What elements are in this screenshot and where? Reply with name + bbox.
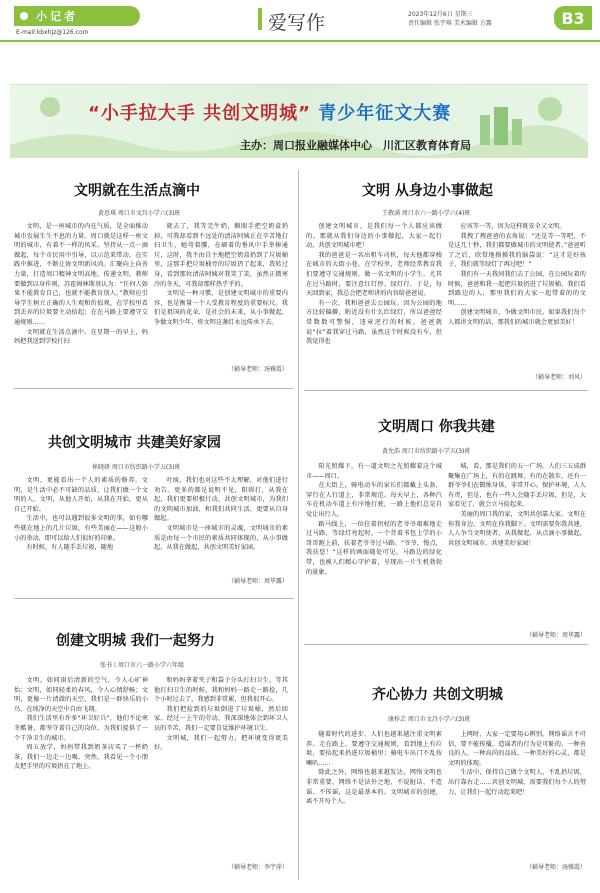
column-divider [298,170,299,880]
section-divider-line [304,390,588,391]
paragraph: 我们有一天我问我们去了公园，在公园玩着的时候，爸爸和我一起把垃圾扔进了垃圾桶。我们看到路边的人，那里我们的大家一起带着的的文明…… [448,270,586,307]
article-column [448,730,586,860]
paragraph: 上网时，大家一定要用心辨别，网络谣言不可信，要不能传播，造谣者的行为是可耻的。一种善良的人，一种高尚的品质，一种美好的心灵，都是文明的体现。 [448,731,586,767]
paragraph: 文明城市是一座城市的灵魂，文明城市的素质是由每一个市民的素质共同体现的，从小事做起，从我在做起，共创文明美好家园。 [154,524,288,552]
email-line: E-mail:kbxhjz@126.com [16,29,89,36]
paragraph: 阳光照耀下，有一道文明之光照耀着这个城市——周口。 [306,463,442,480]
section-divider [258,8,262,30]
paragraph: 文明是一种习惯，是创建文明城市的重要内容，也是衡量一个人受教育程度的重要标尺。我们是祖国的花朵，是社会的未来，从小事做起，争做文明少年，将文明这盏灯永远传承下去。 [154,290,288,326]
paragraph: 美丽的周口我的家，文明共创靠大家。文明在你我身边，文明在你我脚下。文明需要你我共建，人人争当文明使者，从我做起，从点滴小事做起，共创文明城市，共建美好家园！ [448,510,586,547]
article-title: 文明 从身边小事做起 [362,183,493,199]
teacher-note: （辅导老师：李宇萍） [227,864,288,871]
article-column [14,676,148,880]
teacher-note: （辅导老师：周毕露） [525,632,586,639]
paragraph: 文明，如同雨后清新的空气，令人心旷神怡；文明，如同轻柔的春风，令人心情舒畅；文明，更像一片清澈的天空，我们是一群快乐的小鸟，在纯净的天空中自由飞翔。 [14,677,148,713]
article-title: 文明周口 你我共建 [378,419,495,435]
paragraph: 周五放学，妈妈带我到奶茶店买了一杯奶茶，我们一边走一边喝。突然，我看见一个小朋友把手里的垃圾扔在了地上。 [14,744,148,771]
paragraph: 在大街上，骑电动车的家长们都戴上头盔，穿行在人行道上，非常规范。每天早上，各种汽车在机动车道上有序地行驶，一路上他们总是自觉让出行人。 [306,482,442,518]
article-title: 文明就在生活点滴中 [74,183,200,199]
paragraph: 文明，更能看出一个人的素质的修养。文明，是生活中必不可缺的品质，让我们做一个文明的人。文明，从他人开始，从我在开始，更从自己开始。 [14,477,148,513]
article-author: 张书丨周口市六一路小学六年级 [100,662,185,669]
article-column [306,730,442,880]
paragraph: 创建文明城市，是我们每一个人都应该做的。那就从我们身边的小事做起，大家一起行动，共创文明城市吧！ [306,223,442,250]
paragraph: 就去了，我等完牛奶，顺眼手把空奶盒扔掉，可我却看到不远处的清洁阿姨正在辛苦地打扫卫生，她弯着腰，在刷着的垂风中手举捧通垃，这时，我不由自主地把空奶盒扔到了垃圾桶里，这那手把垃圾桶旁的垃圾扔了起来，我转过身，看到那位清洁阿姨对我笑了笑，虽然正微寒冷的冬天，可我却那样热乎乎的。 [154,223,288,288]
teacher-note: （辅导老师：周毕露） [227,578,288,585]
article-column [306,222,442,380]
article-column [306,462,442,638]
article-column [448,222,586,370]
paragraph: 我拽了拽爸爸的衣角说：“还是等一等吧，不是这几十秒，我们都要做城市的文明使者。”爸爸听了之后，欣赏地摸摸我的脑袋说：“这才是好孩子，我们就等绿灯了再过吧！” [448,232,586,269]
article-title: 共创文明城市 共建美好家园 [48,435,221,451]
banner-title [88,99,451,125]
banner-organizers: 主办：周口报业融媒体中心 川汇区教育体育局 [240,139,471,152]
article-author: 崔晓妍 周口市纺织路小学五(3)班 [92,464,181,471]
paragraph: 随着时代的进步，人们也越来越注重文明素养。走在路上，要遵守交通规则，看到地上有垃圾，要拾起来扔进垃圾桶里；骑电车出门不乱按喇叭…… [306,731,442,767]
article-column [154,222,288,362]
article-author: 黄思琪 周口市文昌小学六(3)班 [98,210,181,217]
section-title: 爱写作 [268,12,326,34]
article-author: 康梓芸 周口市文昌小学六(3)班 [388,716,471,723]
paragraph: 创建文明城市，争做文明市民。如果我们每个人都讲文明的话，那我们的城市就会更加美好！ [448,309,586,326]
paragraph: 应该等一等，因为这样既安全又文明。 [460,223,566,230]
article-column [448,462,586,628]
teacher-note: （辅导老师：汤雅霞） [525,864,586,871]
editors-line: 责任编辑 张宇琪 美术编辑 方露 [408,20,492,27]
paragraph: 吐痰，我们也对这些不太理解，对他们进行劝告。更多的都是说明不见，阻碍打，从我在起，我们更要积极行动，共创文明城市，为我们的文明城市加油，和我们共同生活，更要从自身做起。 [154,477,288,523]
paragraph: 除此之外，网络也越来越发达，网络文明也非常重要。网络不是法外之地，不说脏话、不造谣、不传谣，这是最基本的。文明城市的创建，离不开每个人。 [306,769,442,806]
date-line: 2023年12月6日 星期三 [408,11,473,18]
article-column [154,476,288,574]
paragraph: 文明，是一座城市的内在气质，是全面推动城市发展生生不息的力量。周口就是这样一座文明的城市，有着不一样的风采。坚持从一点一滴做起，每个市民用中引导，以示范来带动，在实践中推进，不断让协文明新风尚。汇聚向上向善力量，打造周口精神文明高地。传递文明，教师要做到以身作则，苏霍姆林斯基认为：“任何人如果不能教育自己，也就不能教育别人。”教师应引导学生树立正确的人生观和价值观，在学校里看到丢弃的垃圾要主动拾起；在在马路上要遵守交通规则…… [14,223,148,326]
page-number: B3 [554,6,592,30]
paragraph: 我的爸爸是一名出租车司机，每天他都穿梭在城市的大街小巷。在学校里，老师经常教育我们要遵守交通规则，做一名文明的小学生。尤其在过马路时，要注意红灯停、绿灯行，于是，每天回到家，我总会把老师讲的内容给爸爸说。 [306,251,442,298]
paragraph: 文明就在生活点滴中。在星期一的早上，妈妈把我送到学校打扫 [14,328,148,346]
article-title: 创建文明城 我们一起努力 [56,633,215,649]
paragraph: 我们生活里有许多“环卫好兵”，他们不论寒冬酷暑，都坚守着自己的岗位，为我们提供了一个干净卫生的城市。 [14,715,148,742]
article-author: 王敬满 周口市六一路小学六(4)班 [382,210,471,217]
article-column [14,476,148,584]
paragraph: 有时候，有人随手丢垃圾，随地 [26,544,114,552]
paragraph: 生活中，保持自己做个文明人，不乱扔垃圾，出行靠右走……共创文明城，需要我们每个人的努力，让我们一起行动起来吧！ [448,769,586,796]
column-name: 小记者 [36,10,78,23]
paragraph: 路马线上，一位拄着拐杖的老爷爷艰难地走过马路，等绿灯亮起时，一个背着书包上学的小哥哥跑上前，扶着老爷爷过马路。“爷爷，慢点，我扶您！”这样的画面随处可见。马路边的绿化带，也被人们精心守护着，呈现出一片生机勃勃的景象。 [306,520,442,576]
header-rule [0,40,600,42]
column-tab [14,6,140,26]
teacher-note: （辅导老师：汤雅霞） [227,366,288,373]
banner-title-red: “小手拉大手 共创文明城” [88,103,311,124]
article-column [154,676,288,858]
contest-banner [10,84,588,158]
article-title: 齐心协力 共创文明城 [372,687,503,703]
section-divider-line [14,388,294,389]
paragraph: 生活中，也可以遇到很多文明的事，如有哪些就在地上的几片垃圾，有些美丽在——这般小小的举动，即可以给人们很好的印象。 [14,515,148,542]
section-divider-line [14,598,294,599]
teacher-note: （辅导老师：刘风） [531,374,586,381]
article-author: 黄允浩 周口市纺织路小学五(3)班 [382,448,471,455]
article-column [14,222,148,372]
banner-title-blue: 青少年征文大赛 [318,103,452,124]
paragraph: 和妈妈拿着夹子和袋子分头打扫卫生，等其他打扫卫生的时候，我和妈妈一路走一路捡，几个小时过去了，我感到非常累，但我很开心。 [154,677,288,704]
section-divider-line [304,644,588,645]
paragraph: 有一次，我和爸爸去公园玩。因为公园的地方比较偏僻，附近没有什么红绿灯，所以爸爸经常数数可警惕，违章逆行的时候，爸爸就说“拉”着我穿过马路，虽然这个时候没有车，但我觉得也 [306,299,442,346]
paragraph: 城，看，那是我们的五一广场。人们三五成群聚集在广场上，有的在跳舞，有的在散步，还有一群爷爷们在锻炼身体，非常开心。保护环境，人人有责，但是，也有一些人会随手丢垃圾，但是，大家看见了，就会立马捡起来。 [448,463,586,509]
paragraph: 我们把捡到的垃圾倒进了垃圾桶，然后回家。经过一上午的劳动，我深深地体会到环卫人员的辛苦，我们一定要自觉维护环境卫生。 [154,705,288,732]
paragraph: 文明城，我们一起努力，把环境变得更美好。 [154,734,288,752]
date-block [408,10,492,28]
